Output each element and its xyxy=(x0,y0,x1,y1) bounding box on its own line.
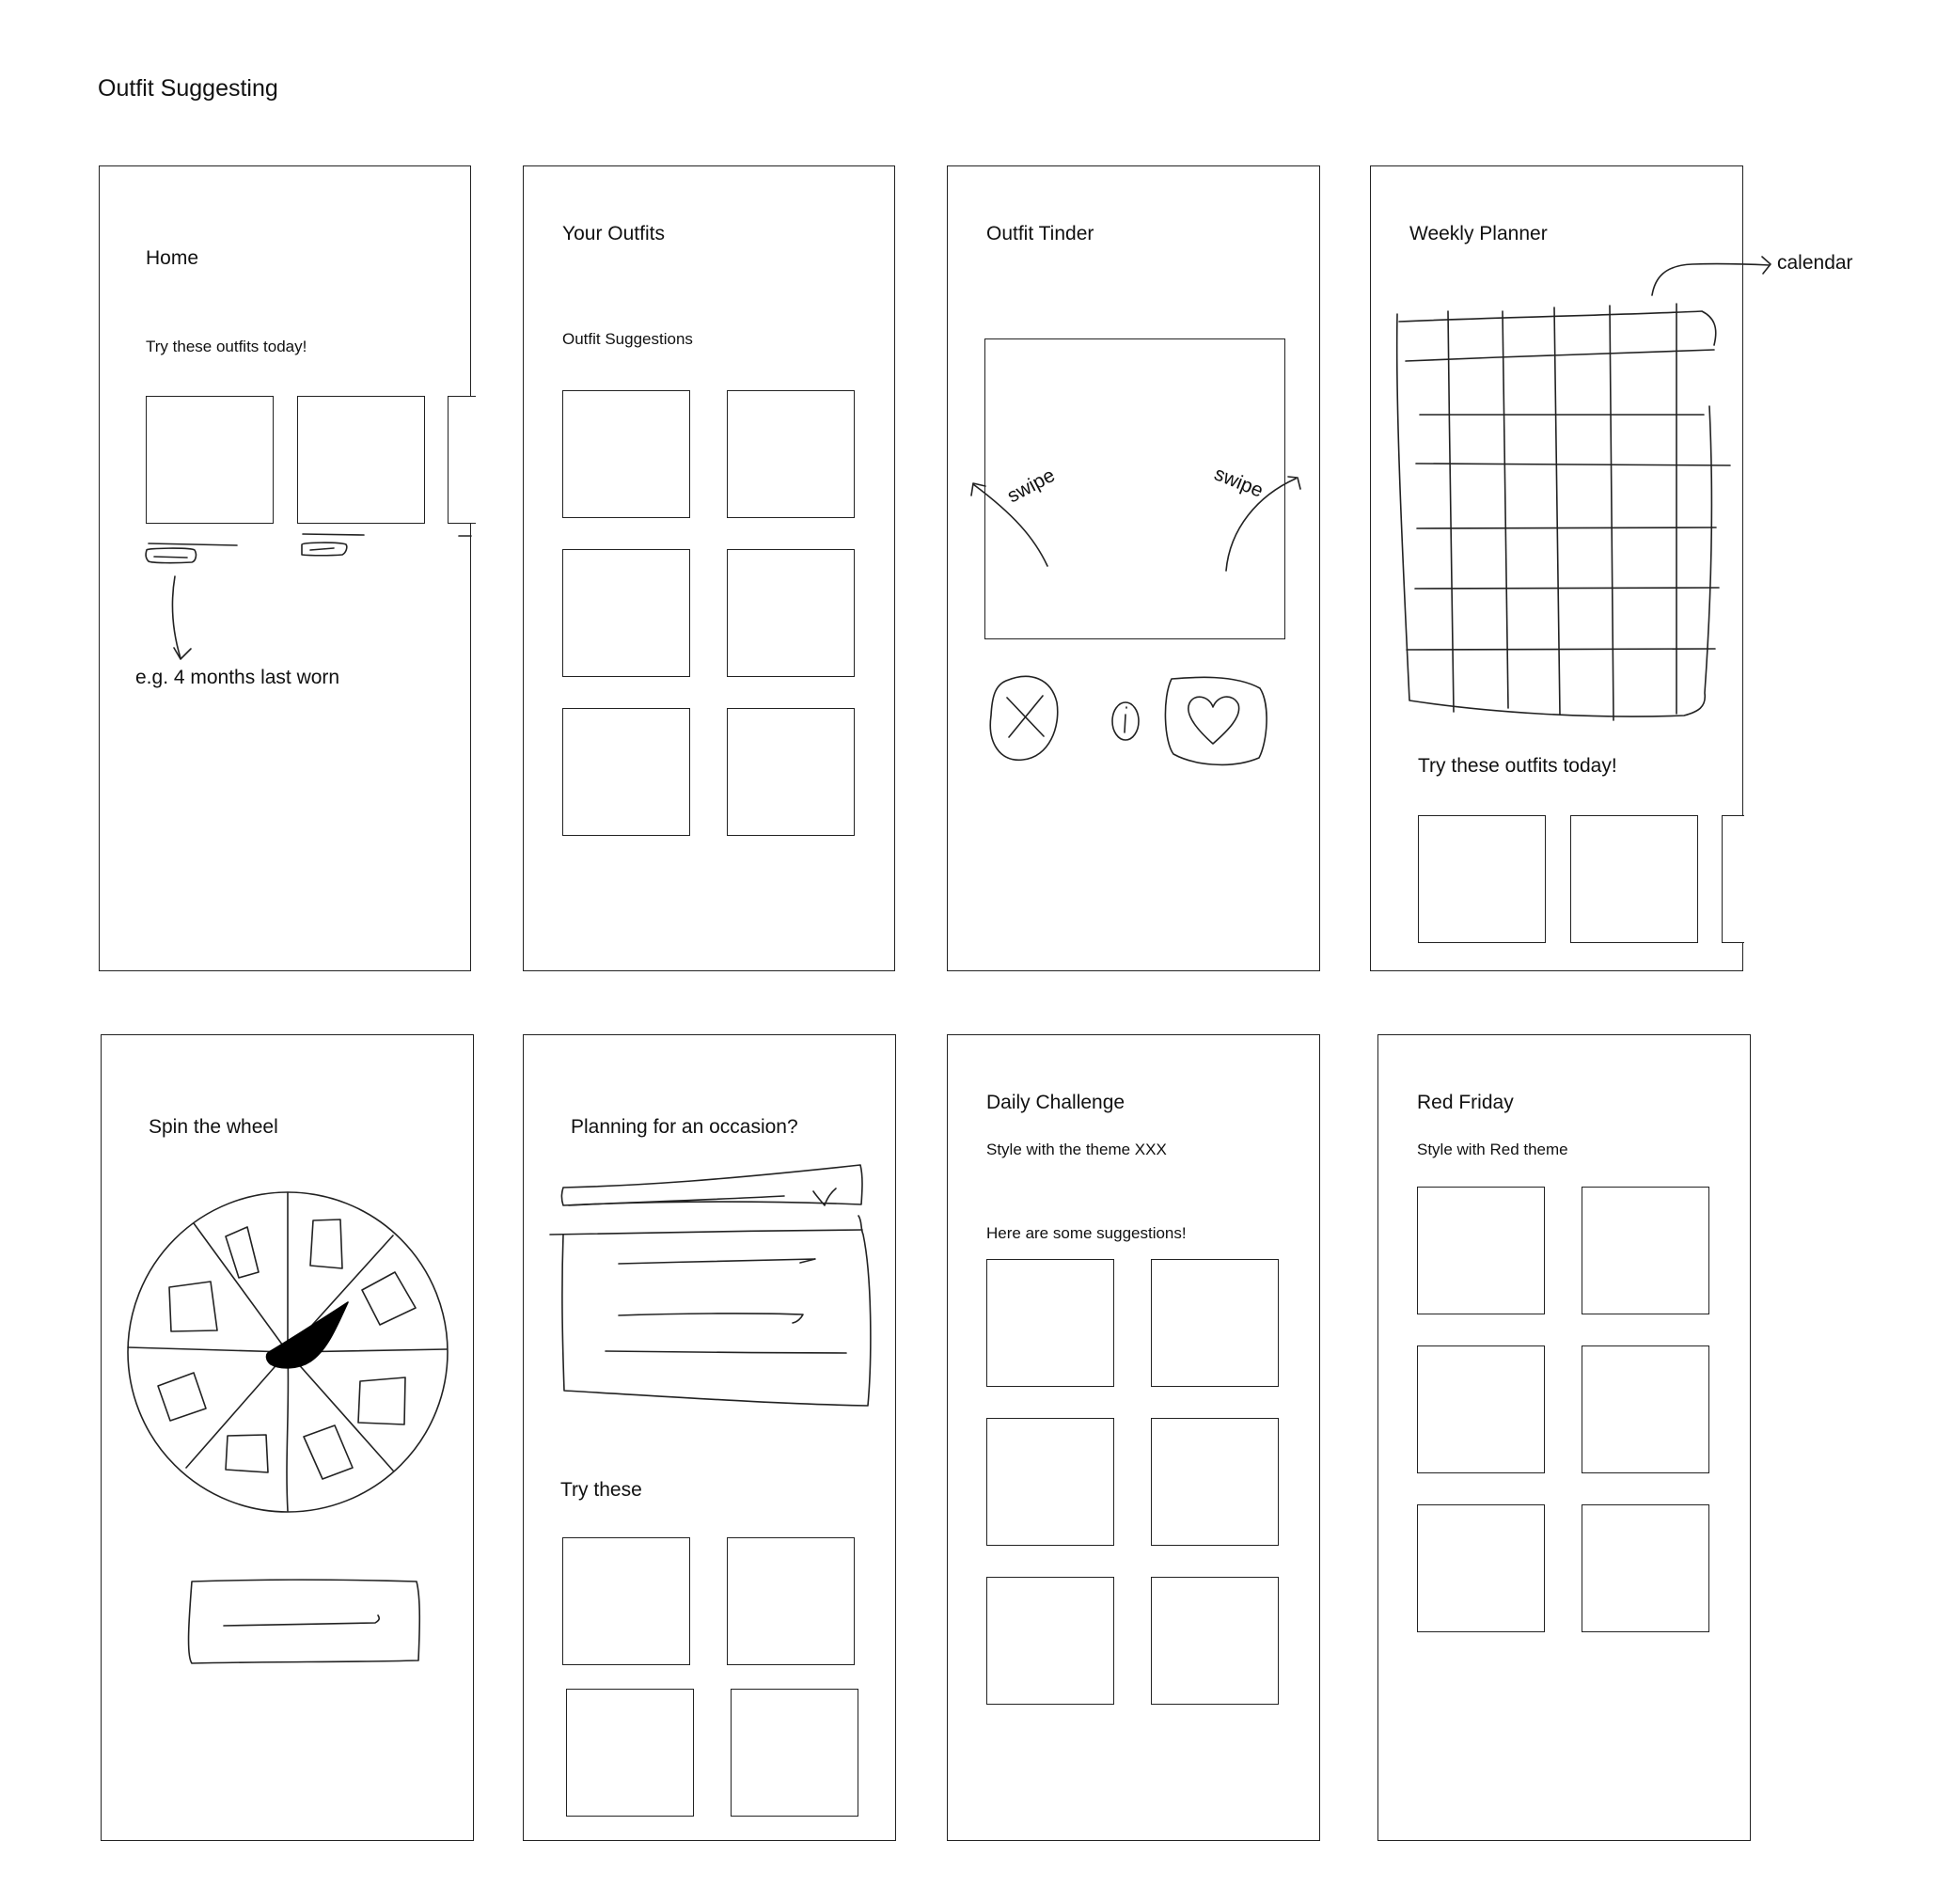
weekly-title: Weekly Planner xyxy=(1409,223,1548,244)
outfit-card[interactable] xyxy=(986,1259,1114,1387)
outfit-card[interactable] xyxy=(1582,1187,1709,1314)
your-outfits-title: Your Outfits xyxy=(562,223,665,244)
wheel-title: Spin the wheel xyxy=(149,1116,278,1138)
outfit-card[interactable] xyxy=(1582,1345,1709,1473)
daily-suggestions-label: Here are some suggestions! xyxy=(986,1224,1187,1242)
swipe-right-label: swipe xyxy=(1211,463,1267,502)
home-title: Home xyxy=(146,247,199,269)
tinder-title: Outfit Tinder xyxy=(986,223,1094,244)
daily-title: Daily Challenge xyxy=(986,1092,1125,1113)
outfit-card[interactable] xyxy=(986,1577,1114,1705)
occasion-dropdown[interactable] xyxy=(550,1165,871,1406)
outfit-card[interactable] xyxy=(1151,1418,1279,1546)
home-subtitle: Try these outfits today! xyxy=(146,338,307,355)
occasion-subtitle: Try these xyxy=(560,1479,642,1501)
outfit-card[interactable] xyxy=(1417,1187,1545,1314)
outfit-card[interactable] xyxy=(562,1537,690,1665)
home-note: e.g. 4 months last worn xyxy=(135,667,340,688)
outfit-card[interactable] xyxy=(1151,1259,1279,1387)
red-friday-screen xyxy=(1377,1034,1751,1841)
outfit-card[interactable] xyxy=(731,1689,858,1817)
daily-challenge-screen xyxy=(947,1034,1320,1841)
page-title: Outfit Suggesting xyxy=(98,75,278,102)
calendar-callout-label: calendar xyxy=(1777,252,1853,274)
outfit-card[interactable] xyxy=(1582,1504,1709,1632)
weekly-subtitle: Try these outfits today! xyxy=(1418,755,1617,777)
wheel-pointer xyxy=(267,1302,348,1368)
spin-wheel-screen xyxy=(101,1034,474,1841)
outfit-card[interactable] xyxy=(1151,1577,1279,1705)
outfit-card[interactable] xyxy=(1417,1504,1545,1632)
red-friday-theme: Style with Red theme xyxy=(1417,1141,1568,1158)
outfit-card[interactable] xyxy=(986,1418,1114,1546)
your-outfits-subtitle: Outfit Suggestions xyxy=(562,330,693,348)
daily-theme: Style with the theme XXX xyxy=(986,1141,1167,1158)
outfit-card[interactable] xyxy=(566,1689,694,1817)
occasion-title: Planning for an occasion? xyxy=(571,1116,798,1138)
swipe-left-label: swipe xyxy=(1003,464,1059,508)
wheel-sketch xyxy=(102,1035,475,1842)
occasion-screen xyxy=(523,1034,896,1841)
red-friday-title: Red Friday xyxy=(1417,1092,1514,1113)
outfit-card[interactable] xyxy=(1417,1345,1545,1473)
outfit-card[interactable] xyxy=(727,1537,855,1665)
spin-button[interactable] xyxy=(189,1580,420,1663)
